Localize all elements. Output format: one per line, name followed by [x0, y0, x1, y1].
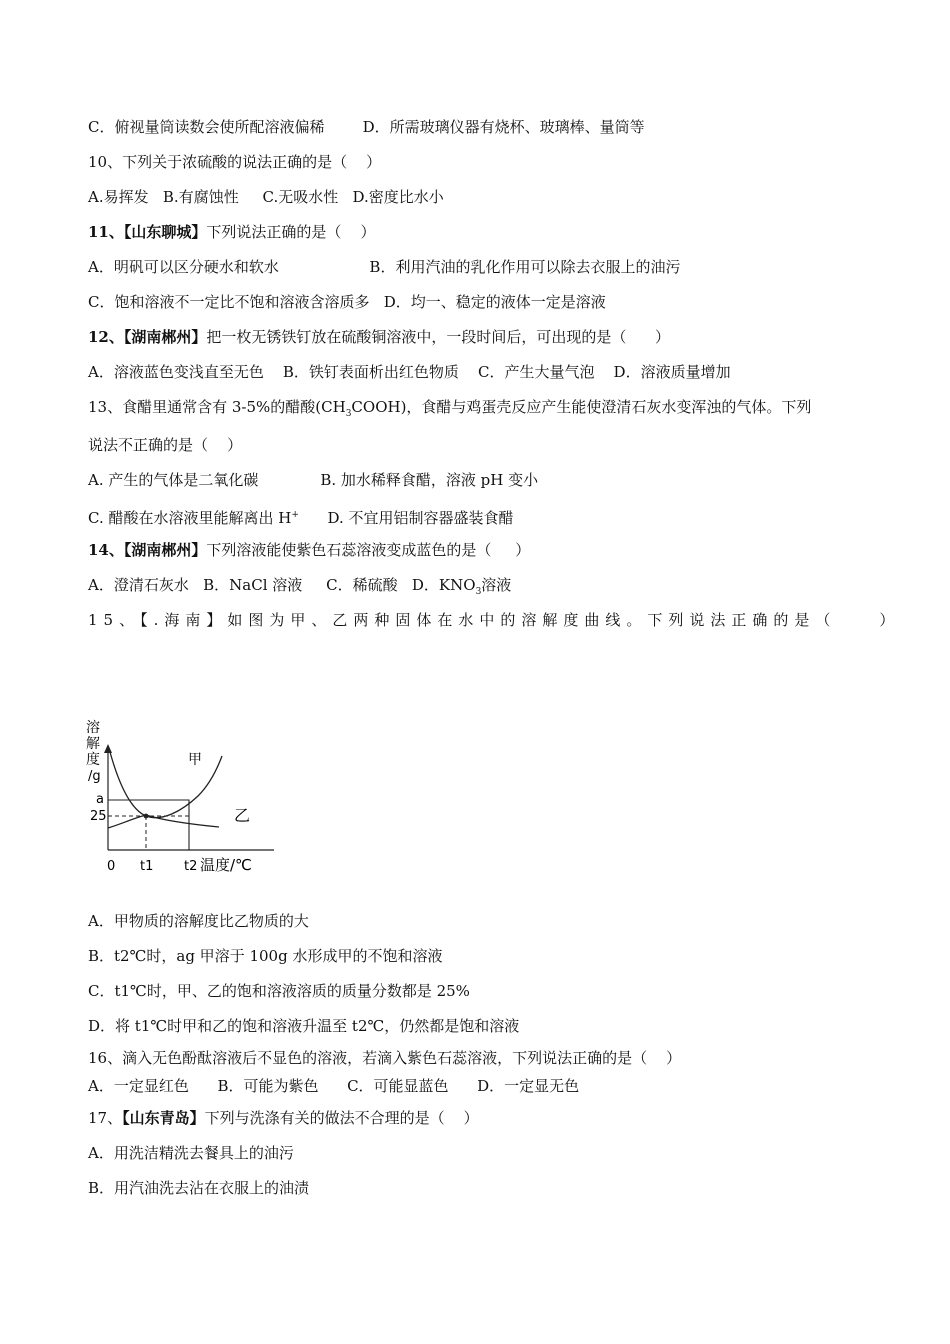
source-tag: 【湖南郴州】 [123, 328, 207, 346]
question-17 [88, 1108, 479, 1128]
text-part: COOH)，食醋与鸡蛋壳反应产生能使澄清石灰水变浑浊的气体。下列 [351, 398, 812, 416]
origin-label: 0 [107, 859, 116, 874]
source-tag: 【山东聊城】 [123, 223, 207, 241]
series-label-jia: 甲 [188, 752, 202, 768]
question-12 [88, 327, 670, 347]
question-17-option-a: A．用洗洁精洗去餐具上的油污 [88, 1144, 294, 1162]
series-label-yi: 乙 [234, 806, 251, 825]
question-stem: 把一枚无锈铁钉放在硫酸铜溶液中，一段时间后，可出现的是（ ） [206, 328, 671, 346]
x-tick-label-t1: t1 [140, 859, 154, 874]
question-13-line2: 说法不正确的是（ ） [88, 436, 243, 454]
question-11-options-ab: A．明矾可以区分硬水和软水 B．利用汽油的乳化作用可以除去衣服上的油污 [88, 258, 681, 276]
superscript: + [291, 510, 299, 520]
y-axis-arrow [104, 744, 112, 753]
question-15: 15、【.海南】如图为甲、乙两种固体在水中的溶解度曲线。下列说法正确的是（ ） [88, 611, 901, 629]
question-10: 10、下列关于浓硫酸的说法正确的是（ ） [88, 153, 382, 171]
question-13-line1 [88, 397, 811, 424]
y-tick-label-a: a [96, 792, 104, 807]
question-number: 12、 [88, 328, 124, 346]
question-15-option-a: A．甲物质的溶解度比乙物质的大 [88, 912, 309, 930]
question-stem: 下列说法正确的是（ ） [206, 223, 376, 241]
y-axis-label-char: /g [88, 769, 101, 784]
question-17-option-b: B．用汽油洗去沾在衣服上的油渍 [88, 1179, 310, 1197]
text-part: 溶液 [481, 576, 512, 594]
saturation-box [108, 800, 189, 850]
solubility-chart [84, 716, 274, 881]
question-number: 14、 [88, 541, 124, 559]
question-15-option-c: C．t1℃时，甲、乙的饱和溶液溶质的质量分数都是 25% [88, 982, 470, 1000]
question-16: 16、滴入无色酚酞溶液后不显色的溶液，若滴入紫色石蕊溶液，下列说法正确的是（ ） [88, 1049, 682, 1067]
question-stem: 下列与洗涤有关的做法不合理的是（ ） [204, 1109, 479, 1127]
question-number: 17、 [88, 1109, 123, 1127]
y-axis-label-char: 解 [86, 736, 100, 752]
question-14 [88, 540, 530, 560]
text-part: C. 醋酸在水溶液里能解离出 H [88, 509, 292, 527]
question-13-options-cd [88, 505, 514, 528]
question-14-options [88, 575, 511, 602]
question-13-options-ab: A. 产生的气体是二氧化碳 B. 加水稀释食醋，溶液 pH 变小 [88, 471, 539, 489]
subscript: 3 [475, 587, 482, 597]
x-tick-label-t2: t2 [184, 859, 198, 874]
text-part: 13、食醋里通常含有 3-5%的醋酸(CH [88, 398, 346, 416]
question-stem: 下列溶液能使紫色石蕊溶液变成蓝色的是（ ） [206, 541, 531, 559]
y-axis-label-char: 度 [86, 752, 100, 768]
question-15-option-b: B．t2℃时，ag 甲溶于 100g 水形成甲的不饱和溶液 [88, 947, 443, 965]
y-tick-label-25: 25 [90, 809, 107, 824]
source-tag: 【山东青岛】 [122, 1109, 205, 1127]
question-15-option-d: D．将 t1℃时甲和乙的饱和溶液升温至 t2℃，仍然都是饱和溶液 [88, 1017, 520, 1035]
question-line-c9: C．俯视量筒读数会使所配溶液偏稀 D．所需玻璃仪器有烧杯、玻璃棒、量筒等 [88, 118, 645, 136]
question-number: 11、 [88, 223, 124, 241]
y-axis-label-char: 溶 [86, 720, 100, 736]
question-11 [88, 222, 375, 242]
subscript: 3 [345, 409, 352, 419]
text-part: A．澄清石灰水 B．NaCl 溶液 C．稀硫酸 D．KNO [88, 576, 476, 594]
text-part: D. 不宜用铝制容器盛装食醋 [298, 509, 514, 527]
question-12-options: A．溶液蓝色变浅直至无色 B．铁钉表面析出红色物质 C．产生大量气泡 D．溶液质量增加 [88, 363, 731, 381]
intersection-point [144, 814, 149, 819]
question-10-options: A.易挥发 B.有腐蚀性 C.无吸水性 D.密度比水小 [88, 188, 444, 206]
source-tag: 【湖南郴州】 [123, 541, 207, 559]
series-curve-jia [110, 752, 222, 818]
question-11-options-cd: C．饱和溶液不一定比不饱和溶液含溶质多 D．均一、稳定的液体一定是溶液 [88, 293, 606, 311]
x-axis-label: 温度/℃ [200, 856, 252, 874]
question-16-options: A．一定显红色 B．可能为紫色 C．可能显蓝色 D．一定显无色 [88, 1077, 580, 1095]
